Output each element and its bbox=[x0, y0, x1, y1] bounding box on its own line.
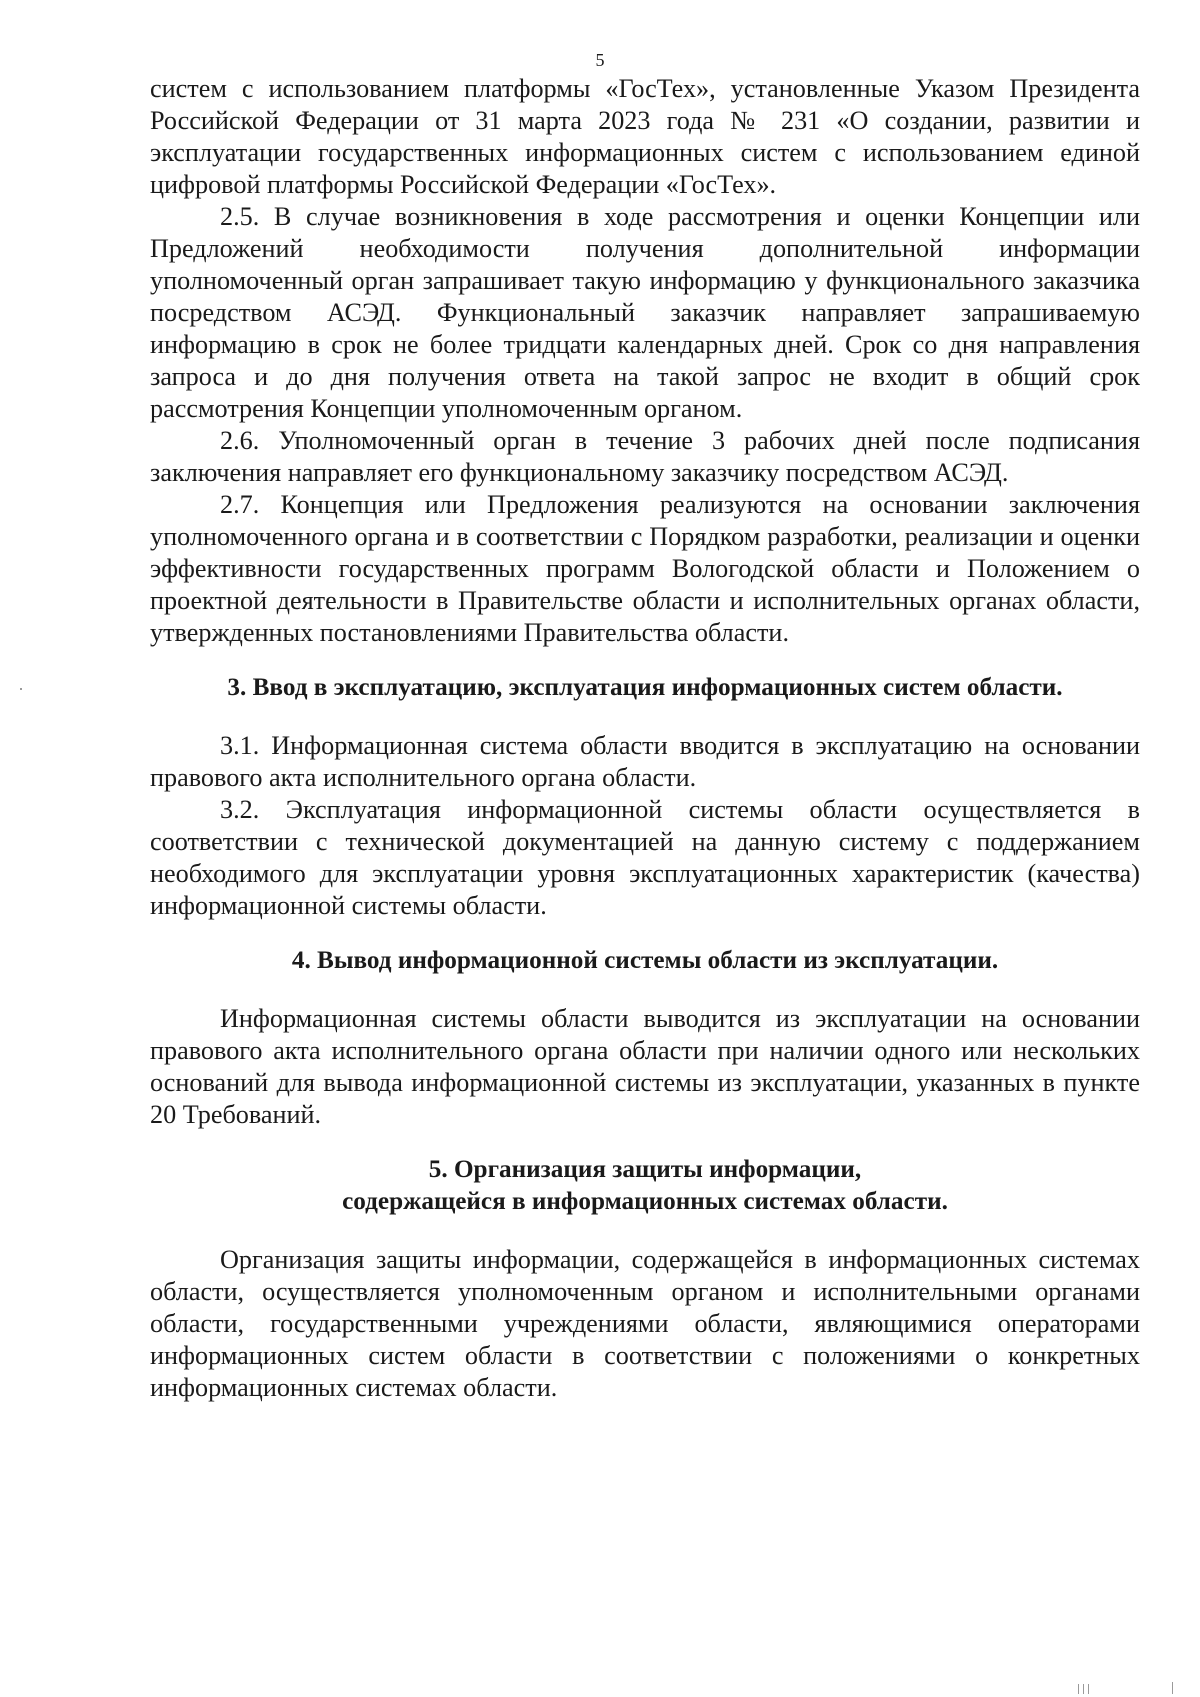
section-3-heading: 3. Ввод в эксплуатацию, эксплуатация информационных систем области. bbox=[227, 674, 1063, 701]
scan-mark-bottom-4 bbox=[1172, 1682, 1173, 1694]
section-5-heading-line-2: содержащейся в информационных системах области. bbox=[342, 1188, 948, 1215]
scan-mark-bottom-2 bbox=[1083, 1684, 1084, 1694]
paragraph-2-6: 2.6. Уполномоченный орган в течение 3 рабочих дней после подписания заключения направляет его функциональному заказчику посредством АСЭД. bbox=[150, 426, 1140, 487]
scan-mark-left bbox=[20, 688, 22, 690]
paragraph-3-2: 3.2. Эксплуатация информационной системы области осуществляется в соответствии с технической документацией на данную систему с поддержанием необходимого для эксплуатации уровня эксплуатационных характеристик (качества) информационной системы области. bbox=[150, 795, 1140, 920]
section-5-heading-line-1: 5. Организация защиты информации, bbox=[428, 1156, 862, 1183]
document-body bbox=[150, 73, 1140, 1404]
paragraph-5: Организация защиты информации, содержащейся в информационных системах области, осуществляется уполномоченным органом и исполнительными органами области, государственными учреждениями области, являющимися операторами информационных систем области в соответствии с положениями о конкретных информационных системах области. bbox=[150, 1245, 1140, 1402]
scan-mark-bottom-1 bbox=[1078, 1684, 1079, 1694]
paragraph-4: Информационная системы области выводится из эксплуатации на основании правового акта исполнительного органа области при наличии одного или нескольких оснований для вывода информационной системы из эксплуатации, указанных в пункте 20 Требований. bbox=[150, 1004, 1140, 1129]
paragraph-2-7: 2.7. Концепция или Предложения реализуются на основании заключения уполномоченного органа и в соответствии с Порядком разработки, реализации и оценки эффективности государственных программ Вологодской области и Положением о проектной деятельности в Правительстве области и исполнительных органах области, утвержденных постановлениями Правительства области. bbox=[150, 490, 1140, 647]
scan-mark-bottom-3 bbox=[1088, 1684, 1089, 1694]
page-number: 5 bbox=[595, 50, 605, 70]
paragraph-continuation: систем с использованием платформы «ГосТех», установленные Указом Президента Российской Федерации от 31 марта 2023 года № 231 «О создании, развитии и эксплуатации государственных информационных систем с использованием единой цифровой платформы Российской Федерации «ГосТех». bbox=[150, 74, 1140, 199]
section-4-heading: 4. Вывод информационной системы области из эксплуатации. bbox=[291, 947, 999, 974]
paragraph-3-1: 3.1. Информационная система области вводится в эксплуатацию на основании правового акта исполнительного органа области. bbox=[150, 731, 1140, 792]
paragraph-2-5: 2.5. В случае возникновения в ходе рассмотрения и оценки Концепции или Предложений необходимости получения дополнительной информации уполномоченный орган запрашивает такую информацию у функционального заказчика посредством АСЭД. Функциональный заказчик направляет запрашиваемую информацию в срок не более тридцати календарных дней. Срок со дня направления запроса и до дня получения ответа на такой запрос не входит в общий срок рассмотрения Концепции уполномоченным органом. bbox=[150, 202, 1140, 423]
section-5-heading bbox=[150, 1154, 1140, 1218]
